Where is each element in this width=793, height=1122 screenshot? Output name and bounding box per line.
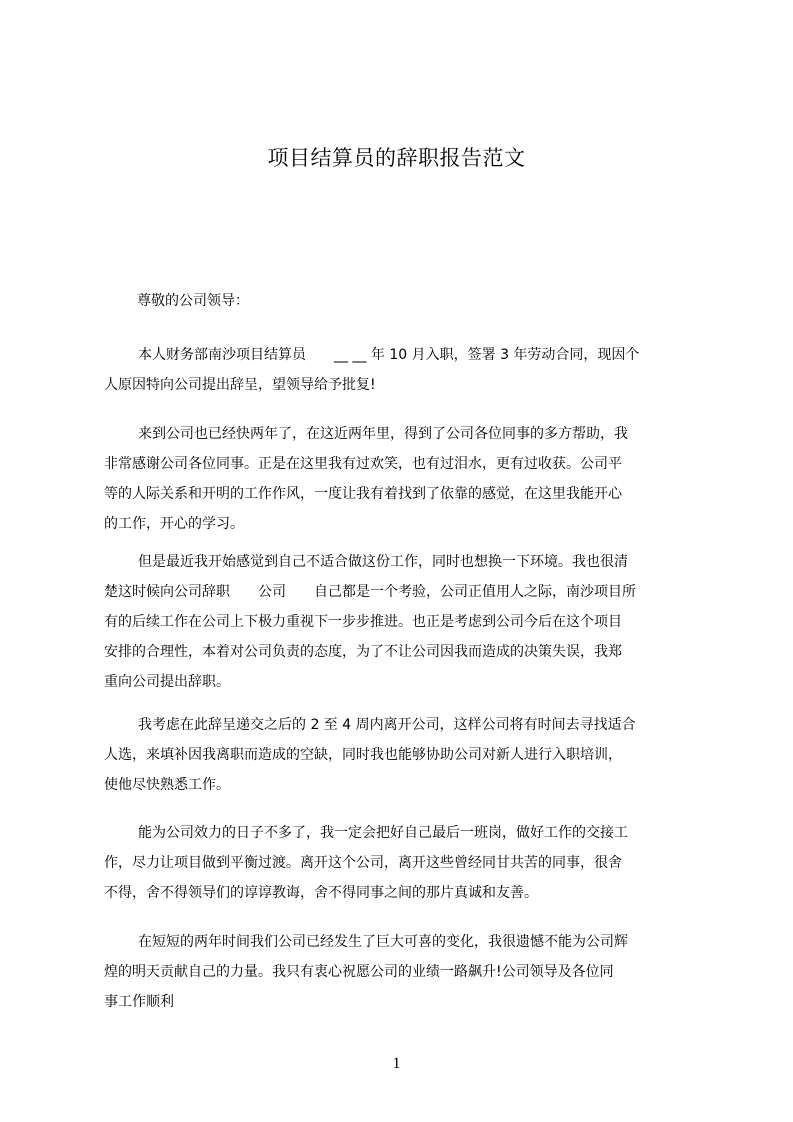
paragraph-line: 有的后续工作在公司上下极力重视下一步步推进。也正是考虑到公司今后在这个项目 — [104, 614, 622, 630]
paragraph-line: 人原因特向公司提出辞呈，望领导给予批复! — [104, 377, 376, 393]
paragraph-3 — [104, 547, 700, 697]
paragraph-5 — [104, 818, 700, 908]
paragraph-2 — [104, 419, 700, 539]
document-title: 项目结算员的辞职报告范文 — [267, 146, 526, 170]
paragraph-line: 的工作，开心的学习。 — [104, 516, 244, 532]
paragraph-line: 本人财务部南沙项目结算员 __ __ 年 10 月入职，签署 3 年劳动合同，现因个 — [138, 347, 640, 363]
paragraph-line: 在短短的两年时间我们公司已经发生了巨大可喜的变化，我很遗憾不能为公司辉 — [138, 934, 628, 950]
paragraph-line: 重向公司提出辞职。 — [104, 674, 230, 690]
paragraph-line: 作，尽力让项目做到平衡过渡。离开这个公司，离开这些曾经同甘共苦的同事，很舍 — [104, 855, 622, 871]
paragraph-line: 安排的合理性，本着对公司负责的态度，为了不让公司因我而造成的决策失误，我郑 — [104, 644, 622, 660]
paragraph-line: 人选，来填补因我离职而造成的空缺，同时我也能够协助公司对新人进行入职培训， — [104, 747, 622, 763]
paragraph-line: 但是最近我开始感觉到自己不适合做这份工作，同时也想换一下环境。我也很清 — [138, 554, 628, 570]
salutation: 尊敬的公司领导： — [137, 293, 249, 309]
paragraph-line: 我考虑在此辞呈递交之后的 2 至 4 周内离开公司，这样公司将有时间去寻找适合 — [138, 717, 636, 733]
paragraph-1 — [104, 340, 700, 400]
paragraph-line: 事工作顺利 — [104, 994, 174, 1010]
paragraph-line: 使他尽快熟悉工作。 — [104, 777, 230, 793]
paragraph-line: 煌的明天贡献自己的力量。我只有衷心祝愿公司的业绩一路飙升!公司领导及各位同 — [104, 964, 614, 980]
paragraph-4 — [104, 710, 700, 800]
paragraph-line: 能为公司效力的日子不多了，我一定会把好自己最后一班岗，做好工作的交接工 — [138, 825, 628, 841]
paragraph-line: 不得，舍不得领导们的谆谆教诲，舍不得同事之间的那片真诚和友善。 — [104, 885, 538, 901]
paragraph-line: 楚这时候向公司辞职 公司 自己都是一个考验，公司正值用人之际，南沙项目所 — [104, 584, 636, 600]
paragraph-line: 等的人际关系和开明的工作作风，一度让我有着找到了依靠的感觉，在这里我能开心 — [104, 486, 622, 502]
paragraph-6 — [104, 927, 700, 1017]
paragraph-line: 非常感谢公司各位同事。正是在这里我有过欢笑，也有过泪水，更有过收获。公司平 — [104, 456, 622, 472]
page-number: 1 — [392, 1055, 401, 1072]
paragraph-line: 来到公司也已经快两年了，在这近两年里，得到了公司各位同事的多方帮助，我 — [138, 426, 628, 442]
